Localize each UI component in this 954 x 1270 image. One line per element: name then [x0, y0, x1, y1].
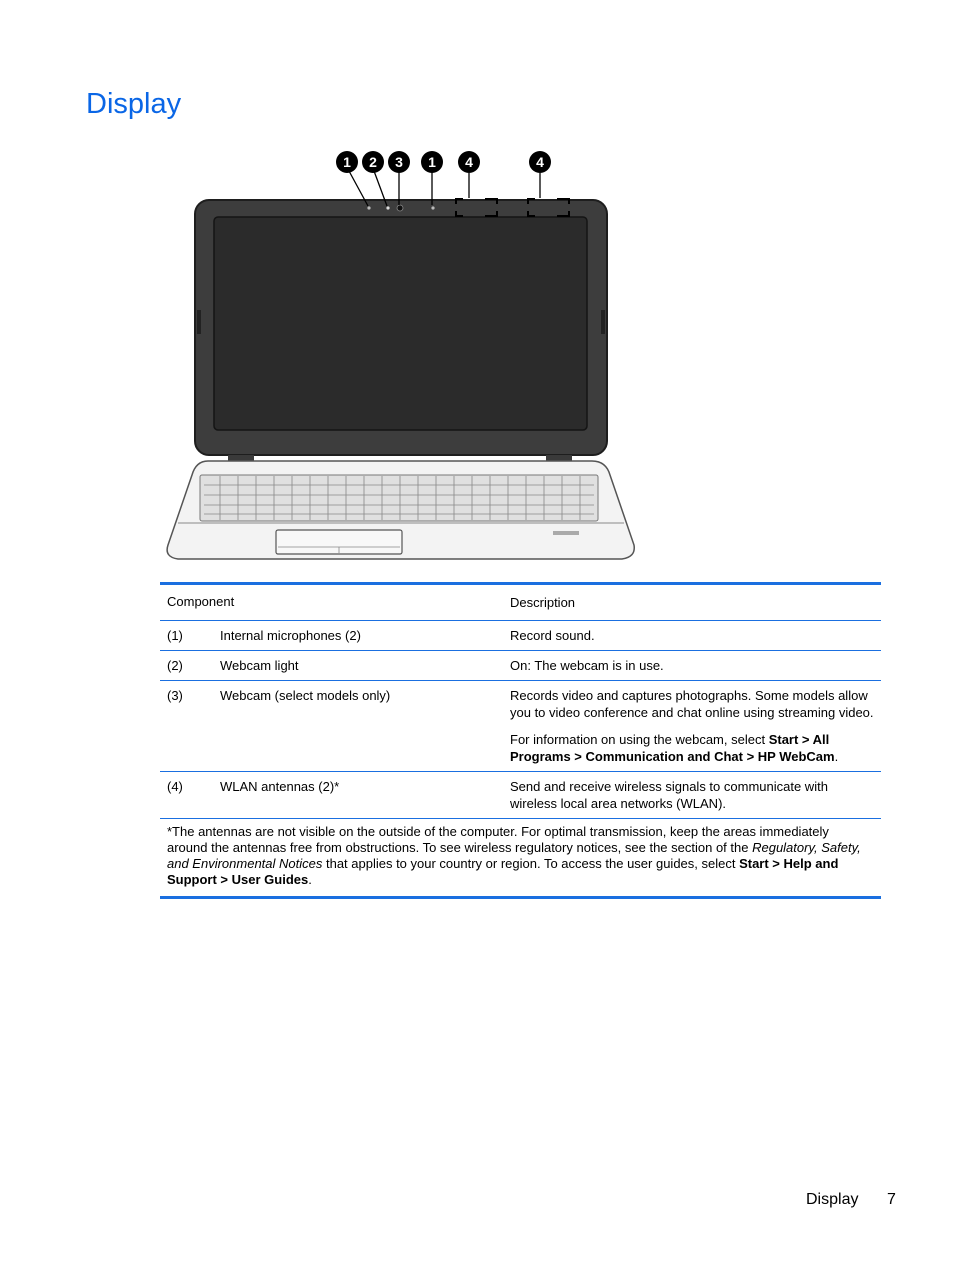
row-component: Internal microphones (2)	[220, 628, 361, 643]
column-header-description: Description	[510, 595, 576, 610]
callout-2-label: 2	[369, 154, 377, 170]
table-footnote: *The antennas are not visible on the outside of the computer. For optimal transmission, keep the areas immediately around the antennas free from obstructions. To see wireless regulatory notices, see the section of the Regulatory, Safety, and Environmental Notices that applies to your country or region. To access the user guides, select Start > Help and Support > User Guides.	[167, 824, 861, 887]
row-component: WLAN antennas (2)*	[220, 779, 340, 794]
callout-1-right-label: 1	[428, 154, 436, 170]
row-description: Send and receive wireless signals to communicate with wireless local area networks (WLAN).	[510, 779, 828, 811]
footer-section-label: Display	[806, 1191, 859, 1208]
webcam	[397, 205, 403, 211]
callout-3-label: 3	[395, 154, 403, 170]
menu-path: Start > All Programs > Communication and Chat > HP WebCam	[510, 732, 835, 764]
row-description	[503, 681, 881, 771]
menu-path: Start > Help and Support > User Guides	[167, 856, 839, 887]
row-description: Record sound.	[510, 628, 595, 643]
row-component: Webcam (select models only)	[220, 688, 391, 703]
page-title: Display	[86, 88, 182, 120]
microphone-left	[367, 206, 370, 209]
row-component: Webcam light	[220, 658, 299, 673]
table-header-row	[160, 585, 881, 620]
laptop-illustration	[160, 145, 650, 575]
row-number: (2)	[167, 658, 183, 673]
footer-page-number: 7	[887, 1191, 896, 1208]
notices-document-title: Regulatory, Safety, and Environmental Notices	[167, 840, 861, 871]
row-description: On: The webcam is in use.	[510, 658, 664, 673]
microphone-right	[431, 206, 434, 209]
component-table	[160, 582, 881, 899]
row-number: (1)	[167, 628, 183, 643]
row-number: (3)	[167, 688, 183, 703]
row-number: (4)	[167, 779, 183, 794]
table-row	[160, 680, 881, 771]
table-row	[160, 771, 881, 818]
column-header-component: Component	[167, 594, 235, 609]
display-screen	[214, 217, 587, 430]
table-row	[160, 620, 881, 650]
callout-4-right-label: 4	[536, 154, 544, 170]
description-paragraph-webcam-info: For information on using the webcam, select Start > All Programs > Communication and Chat > HP WebCam.	[510, 732, 839, 764]
callout-4-left-label: 4	[465, 154, 473, 170]
table-footnote-row	[160, 818, 881, 896]
laptop-display-figure	[160, 145, 650, 575]
table-row	[160, 650, 881, 680]
webcam-light	[386, 206, 389, 209]
callout-1-left-label: 1	[343, 154, 351, 170]
description-paragraph: Records video and captures photographs. Some models allow you to video conference and chat online using streaming video.	[510, 688, 874, 720]
